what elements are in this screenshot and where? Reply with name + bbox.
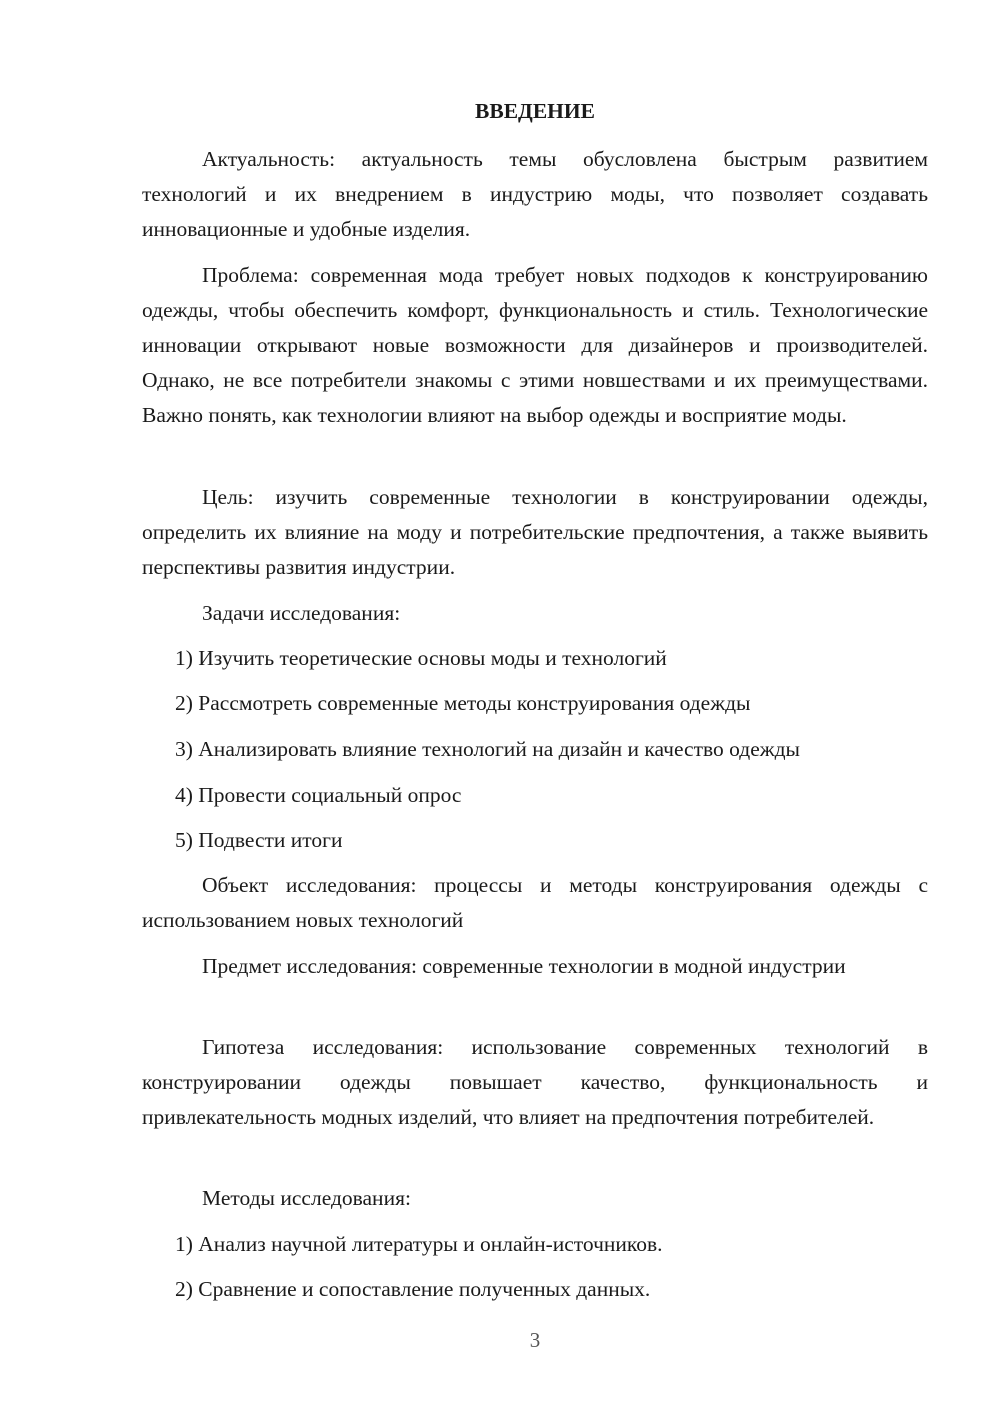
hypothesis-paragraph: Гипотеза исследования: использование современных технологий в конструировании одежды повышает качество, функциональность и привлекательность модных изделий, что влияет на предпочтения потребителей. [142,1035,928,1129]
methods-heading: Методы исследования: [202,1186,411,1210]
method-item-1: 1) Анализ научной литературы и онлайн-источников. [175,1232,663,1256]
page-title: ВВЕДЕНИЕ [475,99,595,123]
method-item-2: 2) Сравнение и сопоставление полученных данных. [175,1277,651,1301]
task-item-2: 2) Рассмотреть современные методы конструирования одежды [175,691,751,715]
task-item-1: 1) Изучить теоретические основы моды и технологий [175,646,667,670]
task-item-5: 5) Подвести итоги [175,828,343,852]
problem-paragraph: Проблема: современная мода требует новых подходов к конструированию одежды, чтобы обеспечить комфорт, функциональность и стиль. Технологические инновации открывают новые возможности для дизайнеров и производителей. Однако, не все потребители знакомы с этими новшествами и их преимуществами. Важно понять, как технологии влияют на выбор одежды и восприятие моды. [142,263,928,427]
tasks-heading: Задачи исследования: [202,601,401,625]
page-number: 3 [529,1328,541,1352]
task-item-3: 3) Анализировать влияние технологий на дизайн и качество одежды [175,737,800,761]
subject-paragraph: Предмет исследования: современные технологии в модной индустрии [202,954,846,978]
relevance-paragraph: Актуальность: актуальность темы обусловлена быстрым развитием технологий и их внедрением в индустрию моды, что позволяет создавать инновационные и удобные изделия. [142,147,928,241]
goal-paragraph: Цель: изучить современные технологии в конструировании одежды, определить их влияние на моду и потребительские предпочтения, а также выявить перспективы развития индустрии. [142,485,928,579]
task-item-4: 4) Провести социальный опрос [175,783,462,807]
object-paragraph: Объект исследования: процессы и методы конструирования одежды с использованием новых технологий [142,873,928,932]
